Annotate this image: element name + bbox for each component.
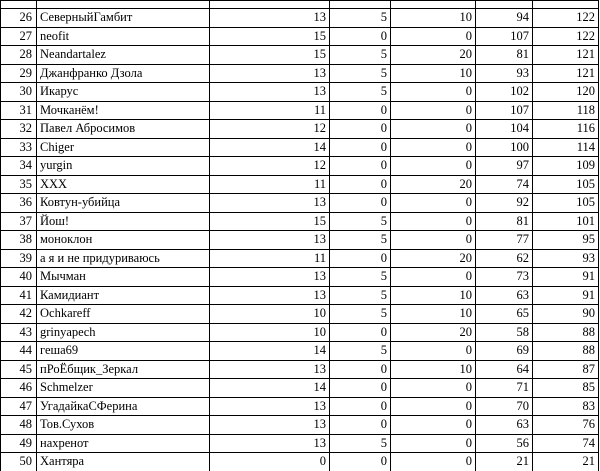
total-cell: 122: [533, 27, 599, 46]
rank-cell: 34: [1, 157, 37, 176]
player-name-cell: Павел Абросимов: [37, 120, 210, 139]
value-cell-1: 11: [210, 249, 330, 268]
player-name-cell: [37, 1, 210, 9]
table-row: [1, 286, 599, 305]
value-cell-4: 70: [476, 397, 533, 416]
rank-cell: 27: [1, 27, 37, 46]
player-name-cell: пРоЁбщик_Зеркал: [37, 360, 210, 379]
player-name-cell: neofit: [37, 27, 210, 46]
player-name-cell: Ochkareff: [37, 305, 210, 324]
total-cell: 21: [533, 453, 599, 471]
value-cell-3: 20: [391, 175, 476, 194]
value-cell-4: 73: [476, 268, 533, 287]
table-row: [1, 360, 599, 379]
table-row: [1, 323, 599, 342]
value-cell-4: 93: [476, 64, 533, 83]
player-name-cell: УгадайкаСФерина: [37, 397, 210, 416]
rank-cell: [1, 1, 37, 9]
value-cell-2: 5: [330, 268, 391, 287]
rank-cell: 40: [1, 268, 37, 287]
player-name-cell: Камидиант: [37, 286, 210, 305]
value-cell-4: 77: [476, 231, 533, 250]
total-cell: 101: [533, 212, 599, 231]
player-name-cell: XXX: [37, 175, 210, 194]
table-row: [1, 268, 599, 287]
table-row: [1, 379, 599, 398]
rank-cell: 26: [1, 9, 37, 28]
value-cell-1: 15: [210, 212, 330, 231]
value-cell-2: 5: [330, 286, 391, 305]
value-cell-1: 13: [210, 231, 330, 250]
value-cell-1: 15: [210, 27, 330, 46]
player-name-cell: нахренот: [37, 434, 210, 453]
value-cell-1: 14: [210, 342, 330, 361]
table-row: [1, 212, 599, 231]
player-name-cell: Тов.Сухов: [37, 416, 210, 435]
value-cell-1: 15: [210, 46, 330, 65]
value-cell-2: 0: [330, 360, 391, 379]
value-cell-4: 81: [476, 46, 533, 65]
value-cell-3: 0: [391, 120, 476, 139]
table-row: [1, 101, 599, 120]
player-name-cell: Икарус: [37, 83, 210, 102]
value-cell-3: 0: [391, 27, 476, 46]
value-cell-4: 100: [476, 138, 533, 157]
value-cell-2: 0: [330, 138, 391, 157]
value-cell-3: 0: [391, 416, 476, 435]
table-row: [1, 64, 599, 83]
value-cell-4: 107: [476, 27, 533, 46]
value-cell-1: 14: [210, 379, 330, 398]
value-cell-3: 0: [391, 194, 476, 213]
rank-cell: 39: [1, 249, 37, 268]
value-cell-3: 10: [391, 360, 476, 379]
rank-cell: 36: [1, 194, 37, 213]
value-cell-3: 0: [391, 83, 476, 102]
rank-cell: 45: [1, 360, 37, 379]
value-cell-4: 62: [476, 249, 533, 268]
value-cell-3: 20: [391, 323, 476, 342]
total-cell: 109: [533, 157, 599, 176]
value-cell-2: 5: [330, 212, 391, 231]
value-cell-3: 10: [391, 9, 476, 28]
rank-cell: 42: [1, 305, 37, 324]
rank-cell: 28: [1, 46, 37, 65]
value-cell-1: [210, 1, 330, 9]
table-row: [1, 434, 599, 453]
table-row: [1, 416, 599, 435]
rank-cell: 38: [1, 231, 37, 250]
total-cell: 88: [533, 323, 599, 342]
total-cell: 105: [533, 194, 599, 213]
value-cell-1: 14: [210, 138, 330, 157]
value-cell-1: 13: [210, 286, 330, 305]
player-name-cell: Хантяра: [37, 453, 210, 471]
value-cell-2: 0: [330, 101, 391, 120]
value-cell-2: 5: [330, 305, 391, 324]
value-cell-4: 56: [476, 434, 533, 453]
value-cell-1: 0: [210, 453, 330, 471]
table-row: [1, 83, 599, 102]
value-cell-2: 0: [330, 323, 391, 342]
player-name-cell: grinyapech: [37, 323, 210, 342]
value-cell-3: 0: [391, 212, 476, 231]
table-row: [1, 453, 599, 471]
value-cell-2: 5: [330, 434, 391, 453]
player-name-cell: Chiger: [37, 138, 210, 157]
value-cell-1: 13: [210, 397, 330, 416]
player-name-cell: Ковтун-убийца: [37, 194, 210, 213]
rank-cell: 41: [1, 286, 37, 305]
total-cell: 91: [533, 268, 599, 287]
table-row: [1, 342, 599, 361]
value-cell-1: 13: [210, 268, 330, 287]
value-cell-2: 0: [330, 157, 391, 176]
player-name-cell: Schmelzer: [37, 379, 210, 398]
rank-cell: 29: [1, 64, 37, 83]
table-row: [1, 46, 599, 65]
rank-cell: 33: [1, 138, 37, 157]
total-cell: 85: [533, 379, 599, 398]
value-cell-2: 0: [330, 416, 391, 435]
value-cell-1: 12: [210, 120, 330, 139]
rank-cell: 47: [1, 397, 37, 416]
table-row: [1, 397, 599, 416]
total-cell: 88: [533, 342, 599, 361]
total-cell: 121: [533, 64, 599, 83]
value-cell-3: 0: [391, 342, 476, 361]
value-cell-3: 0: [391, 138, 476, 157]
value-cell-2: [330, 1, 391, 9]
value-cell-4: 63: [476, 286, 533, 305]
table-row: [1, 27, 599, 46]
rank-cell: 44: [1, 342, 37, 361]
value-cell-3: 0: [391, 434, 476, 453]
rank-cell: 46: [1, 379, 37, 398]
total-cell: 93: [533, 249, 599, 268]
value-cell-1: 12: [210, 157, 330, 176]
value-cell-2: 0: [330, 249, 391, 268]
value-cell-3: 0: [391, 268, 476, 287]
value-cell-2: 5: [330, 9, 391, 28]
value-cell-4: 97: [476, 157, 533, 176]
total-cell: 74: [533, 434, 599, 453]
value-cell-1: 11: [210, 101, 330, 120]
rank-cell: 32: [1, 120, 37, 139]
table-row: [1, 1, 599, 9]
value-cell-1: 13: [210, 434, 330, 453]
player-name-cell: Neandartalez: [37, 46, 210, 65]
rank-cell: 43: [1, 323, 37, 342]
table-row: [1, 9, 599, 28]
table-row: [1, 157, 599, 176]
table-row: [1, 120, 599, 139]
total-cell: 83: [533, 397, 599, 416]
value-cell-3: [391, 1, 476, 9]
table-row: [1, 194, 599, 213]
value-cell-2: 0: [330, 453, 391, 471]
value-cell-3: 0: [391, 101, 476, 120]
value-cell-1: 11: [210, 175, 330, 194]
value-cell-1: 13: [210, 9, 330, 28]
value-cell-2: 5: [330, 64, 391, 83]
value-cell-4: 63: [476, 416, 533, 435]
player-name-cell: yurgin: [37, 157, 210, 176]
value-cell-2: 0: [330, 379, 391, 398]
value-cell-1: 10: [210, 323, 330, 342]
player-name-cell: Мычман: [37, 268, 210, 287]
value-cell-3: 20: [391, 249, 476, 268]
total-cell: 114: [533, 138, 599, 157]
total-cell: 121: [533, 46, 599, 65]
rank-cell: 37: [1, 212, 37, 231]
player-name-cell: Джанфранко Дзола: [37, 64, 210, 83]
value-cell-4: 94: [476, 9, 533, 28]
value-cell-2: 0: [330, 194, 391, 213]
player-name-cell: Мочканём!: [37, 101, 210, 120]
total-cell: 116: [533, 120, 599, 139]
total-cell: 87: [533, 360, 599, 379]
value-cell-2: 0: [330, 175, 391, 194]
value-cell-4: 74: [476, 175, 533, 194]
value-cell-4: 65: [476, 305, 533, 324]
value-cell-3: 0: [391, 397, 476, 416]
rank-cell: 30: [1, 83, 37, 102]
total-cell: 105: [533, 175, 599, 194]
value-cell-1: 13: [210, 416, 330, 435]
standings-table-body: [1, 1, 599, 471]
value-cell-1: 13: [210, 64, 330, 83]
value-cell-4: 81: [476, 212, 533, 231]
table-row: [1, 175, 599, 194]
value-cell-4: 64: [476, 360, 533, 379]
total-cell: 122: [533, 9, 599, 28]
player-name-cell: а я и не придуриваюсь: [37, 249, 210, 268]
value-cell-3: 10: [391, 286, 476, 305]
value-cell-4: 107: [476, 101, 533, 120]
value-cell-3: 0: [391, 231, 476, 250]
value-cell-1: 13: [210, 194, 330, 213]
value-cell-4: 58: [476, 323, 533, 342]
value-cell-4: 71: [476, 379, 533, 398]
rank-cell: 49: [1, 434, 37, 453]
value-cell-2: 5: [330, 46, 391, 65]
value-cell-1: 10: [210, 305, 330, 324]
value-cell-4: 21: [476, 453, 533, 471]
total-cell: 76: [533, 416, 599, 435]
total-cell: 95: [533, 231, 599, 250]
value-cell-4: [476, 1, 533, 9]
value-cell-3: 0: [391, 157, 476, 176]
value-cell-2: 5: [330, 83, 391, 102]
value-cell-2: 5: [330, 231, 391, 250]
total-cell: 91: [533, 286, 599, 305]
value-cell-1: 13: [210, 83, 330, 102]
value-cell-2: 0: [330, 27, 391, 46]
rank-cell: 50: [1, 453, 37, 471]
value-cell-4: 69: [476, 342, 533, 361]
value-cell-3: 0: [391, 453, 476, 471]
table-row: [1, 305, 599, 324]
value-cell-3: 10: [391, 305, 476, 324]
value-cell-2: 0: [330, 397, 391, 416]
player-name-cell: геша69: [37, 342, 210, 361]
value-cell-4: 92: [476, 194, 533, 213]
total-cell: [533, 1, 599, 9]
table-row: [1, 138, 599, 157]
table-row: [1, 231, 599, 250]
value-cell-2: 0: [330, 120, 391, 139]
player-name-cell: Йош!: [37, 212, 210, 231]
total-cell: 118: [533, 101, 599, 120]
rank-cell: 31: [1, 101, 37, 120]
value-cell-3: 20: [391, 46, 476, 65]
value-cell-1: 13: [210, 360, 330, 379]
value-cell-4: 102: [476, 83, 533, 102]
rank-cell: 48: [1, 416, 37, 435]
value-cell-3: 10: [391, 64, 476, 83]
player-name-cell: моноклон: [37, 231, 210, 250]
table-row: [1, 249, 599, 268]
total-cell: 90: [533, 305, 599, 324]
value-cell-3: 0: [391, 379, 476, 398]
rank-cell: 35: [1, 175, 37, 194]
total-cell: 120: [533, 83, 599, 102]
value-cell-4: 104: [476, 120, 533, 139]
value-cell-2: 5: [330, 342, 391, 361]
player-name-cell: СеверныйГамбит: [37, 9, 210, 28]
